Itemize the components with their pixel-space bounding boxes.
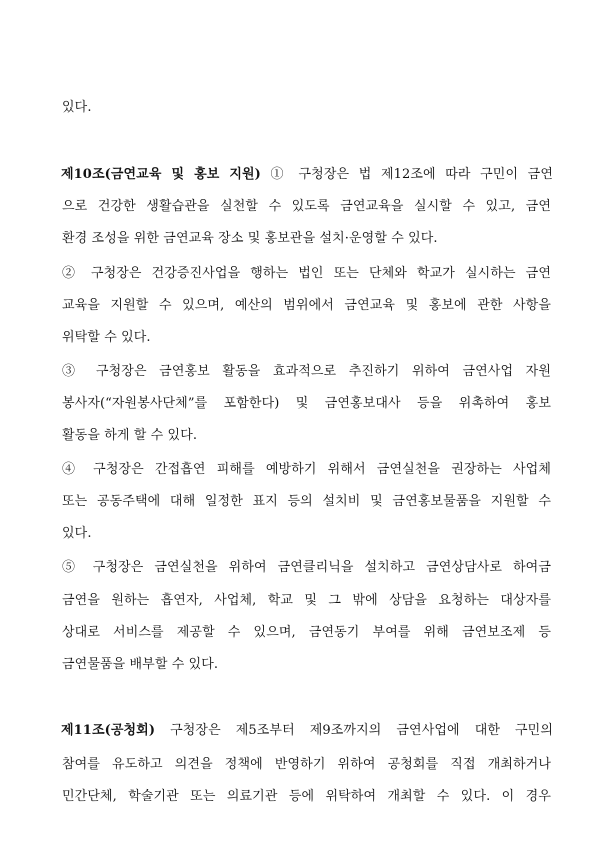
article-10-paragraph-2: ② 구청장은 건강증진사업을 행하는 법인 또는 단체와 학교가 실시하는 금연 <box>62 266 551 281</box>
continuation-line: 있다. <box>62 100 92 115</box>
article-10-paragraph-4: ④ 구청장은 간접흡연 피해를 예방하기 위해서 금연실천을 권장하는 사업체 <box>62 462 551 477</box>
article-10-heading: 제10조(금연교육 및 홍보 지원) <box>61 167 261 182</box>
article-10-line: ① 구청장은 법 제12조에 따라 구민이 금연 <box>260 167 553 182</box>
article-10-line: 환경 조성을 위한 금연교육 장소 및 홍보관을 설치·운영할 수 있다. <box>62 231 438 246</box>
article-10-line: 위탁할 수 있다. <box>62 330 151 345</box>
article-10-line: 금연물품을 배부할 수 있다. <box>62 657 219 672</box>
article-10-line: 또는 공동주택에 대해 일정한 표지 등의 설치비 및 금연홍보물품을 지원할 수 <box>62 494 551 509</box>
article-10-line: 봉사자(“자원봉사단체”를 포함한다) 및 금연홍보대사 등을 위촉하여 홍보 <box>62 396 551 411</box>
article-10-paragraph-3: ③ 구청장은 금연홍보 활동을 효과적으로 추진하기 위하여 금연사업 자원 <box>62 364 551 379</box>
article-10-line: 있다. <box>62 526 92 541</box>
article-10-line: 교육을 지원할 수 있으며, 예산의 범위에서 금연교육 및 홍보에 관한 사항을 <box>62 298 551 313</box>
article-10-paragraph-5: ⑤ 구청장은 금연실천을 위하여 금연클리닉을 설치하고 금연상담사로 하여금 <box>62 560 551 575</box>
article-10-line: 금연을 원하는 흡연자, 사업체, 학교 및 그 밖에 상담을 요청하는 대상자를 <box>62 593 551 608</box>
article-11-first-line <box>61 722 553 740</box>
article-10-line: 상대로 서비스를 제공할 수 있으며, 금연동기 부여를 위해 금연보조제 등 <box>62 625 551 640</box>
article-11-line: 참여를 유도하고 의견을 정책에 반영하기 위하여 공청회를 직접 개최하거나 <box>62 757 551 772</box>
article-11-line: 민간단체, 학술기관 또는 의료기관 등에 위탁하여 개최할 수 있다. 이 경우 <box>62 789 551 804</box>
article-10-line: 으로 건강한 생활습관을 실천할 수 있도록 금연교육을 실시할 수 있고, 금연 <box>62 199 551 214</box>
article-11-line: 구청장은 제5조부터 제9조까지의 금연사업에 대한 구민의 <box>155 723 553 738</box>
article-10-line: 활동을 하게 할 수 있다. <box>62 428 198 443</box>
article-10-first-line <box>61 166 553 184</box>
article-11-heading: 제11조(공청회) <box>61 723 156 738</box>
